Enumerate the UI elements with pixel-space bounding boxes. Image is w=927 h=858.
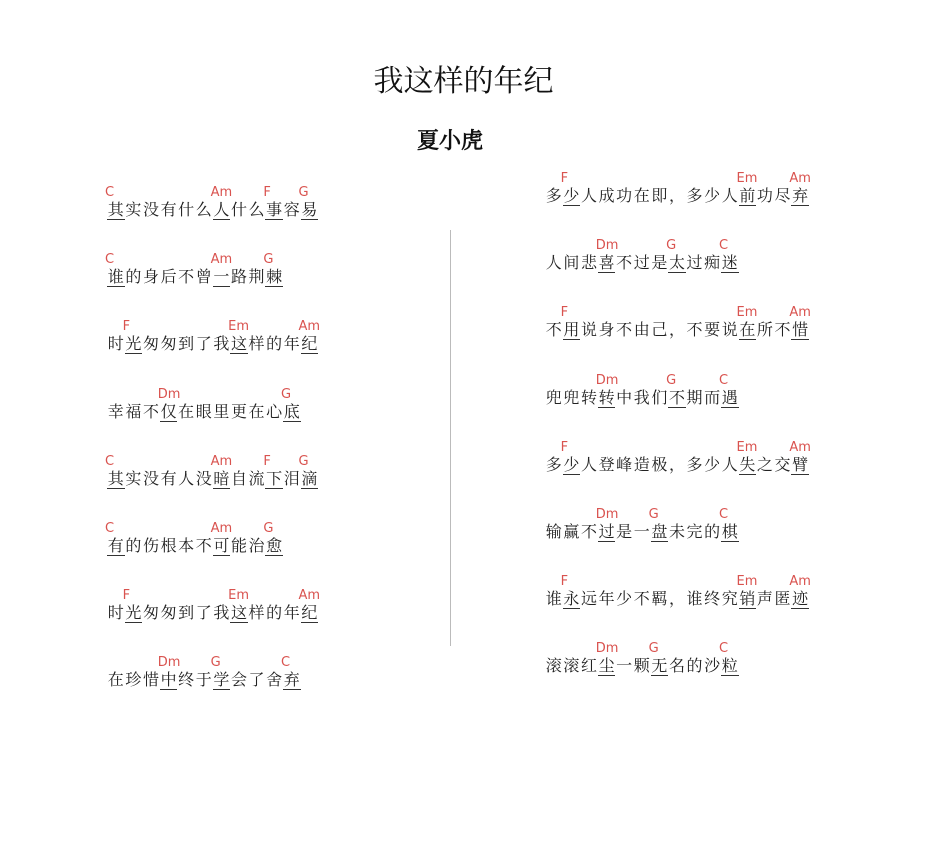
lyric-char: 交 bbox=[774, 454, 791, 474]
chord-label: G bbox=[298, 185, 309, 200]
lyric-char: 年 bbox=[598, 589, 615, 609]
lyric-char: 的 bbox=[125, 267, 142, 287]
lyric-char: 不 bbox=[545, 320, 562, 340]
lyric-char: 中 Dm bbox=[157, 655, 181, 690]
lyric-line bbox=[107, 516, 437, 556]
lyric-char: 珍 bbox=[125, 670, 142, 690]
lyric-text bbox=[545, 574, 811, 609]
lyric-char: 眼 bbox=[195, 401, 212, 421]
lyric-char: 泪 bbox=[283, 468, 300, 488]
chord-label: F bbox=[263, 185, 271, 200]
chord-label: F bbox=[122, 588, 131, 604]
lyric-char: 的 bbox=[266, 603, 283, 623]
lyric-char: 多 bbox=[686, 454, 703, 474]
lyric-char: 愈 G bbox=[263, 521, 283, 555]
lyric-char: 有 bbox=[160, 200, 177, 219]
lyric-char: 什 bbox=[230, 200, 247, 219]
chord-label: G bbox=[648, 507, 659, 522]
lyric-char: 于 bbox=[195, 670, 212, 690]
chord-label: F bbox=[122, 319, 131, 335]
lyric-char: 而 bbox=[704, 387, 721, 407]
lyric-char: 尽 bbox=[774, 186, 791, 205]
lyric-char: 完 bbox=[686, 522, 703, 541]
lyric-text bbox=[545, 171, 811, 206]
lyric-char: 在 bbox=[248, 401, 265, 421]
lyric-line bbox=[107, 382, 437, 422]
lyric-char: 人 Am bbox=[210, 185, 233, 219]
lyric-char: 没 bbox=[142, 200, 159, 219]
chord-label: G bbox=[648, 641, 659, 657]
lyric-char: 的 bbox=[125, 536, 142, 555]
lyric-line bbox=[545, 435, 875, 475]
lyric-text bbox=[105, 185, 318, 220]
lyric-char: 不 bbox=[142, 401, 159, 421]
lyric-text bbox=[107, 588, 321, 623]
chord-label: Em bbox=[228, 319, 250, 335]
lyric-char: 多 bbox=[545, 186, 562, 205]
lyric-char: ， bbox=[668, 454, 685, 474]
lyric-char: 造 bbox=[633, 454, 650, 474]
lyric-char: 么 bbox=[248, 200, 265, 219]
lyric-char: 羁 bbox=[651, 589, 668, 609]
chord-label: G bbox=[280, 386, 292, 402]
lyric-line bbox=[545, 502, 875, 542]
lyric-char: 过 Dm bbox=[595, 507, 619, 541]
chord-label: F bbox=[560, 439, 569, 455]
lyric-char: 事 F bbox=[263, 185, 283, 219]
lyric-line bbox=[107, 449, 437, 489]
lyric-char: 少 F bbox=[560, 171, 580, 205]
chord-label: Em bbox=[736, 305, 758, 321]
lyric-char: 在 bbox=[107, 670, 124, 690]
lyric-char: 到 bbox=[178, 334, 195, 354]
column-divider bbox=[450, 230, 451, 646]
chord-label: C bbox=[105, 521, 115, 536]
lyric-char: 功 bbox=[616, 186, 633, 205]
lyric-char: 可 Am bbox=[210, 521, 233, 555]
lyric-char: 自 bbox=[230, 468, 247, 488]
chord-label: C bbox=[105, 453, 115, 469]
lyric-char: 心 bbox=[266, 401, 283, 421]
lyric-text bbox=[545, 305, 811, 340]
lyric-char: ， bbox=[668, 186, 685, 205]
lyric-char: 悲 bbox=[580, 253, 597, 273]
chord-label: F bbox=[560, 305, 569, 321]
lyric-char: 喜 Dm bbox=[595, 238, 619, 273]
chord-label: Dm bbox=[595, 238, 619, 254]
lyric-char: 们 bbox=[651, 387, 668, 407]
lyric-char: 谁 bbox=[545, 589, 562, 609]
lyric-char: 不 bbox=[195, 536, 212, 555]
lyric-text bbox=[545, 641, 739, 676]
lyric-char: 转 Dm bbox=[595, 372, 619, 407]
lyric-char: 幸 bbox=[107, 401, 124, 421]
lyric-char: 所 bbox=[756, 320, 773, 340]
chord-label: F bbox=[560, 171, 569, 186]
lyric-line bbox=[107, 314, 437, 354]
chord-label: F bbox=[263, 453, 271, 469]
lyric-char: 迹 Am bbox=[789, 574, 811, 609]
lyric-line bbox=[545, 233, 875, 273]
lyric-char: 成 bbox=[598, 186, 615, 205]
lyric-char: 过 bbox=[633, 253, 650, 273]
lyric-char: 我 bbox=[213, 334, 230, 354]
lyric-char: 样 bbox=[248, 334, 265, 354]
lyric-char: 更 bbox=[230, 401, 247, 421]
lyric-char: 什 bbox=[178, 200, 195, 219]
lyric-char: 多 bbox=[545, 454, 562, 474]
chord-label: G bbox=[298, 453, 309, 469]
lyric-text bbox=[107, 319, 321, 354]
song-artist: 夏小虎 bbox=[416, 129, 483, 154]
lyric-char: 功 bbox=[756, 186, 773, 205]
lyric-char: 要 bbox=[704, 320, 721, 340]
chord-label: Em bbox=[736, 574, 758, 590]
lyric-char: 我 bbox=[633, 387, 650, 407]
lyric-char: 滴 G bbox=[298, 453, 318, 488]
lyric-char: 纪 Am bbox=[298, 588, 321, 623]
chord-label: G bbox=[210, 655, 221, 671]
lyric-char: 年 bbox=[283, 334, 300, 354]
lyric-char: 失 Em bbox=[736, 439, 758, 474]
lyric-line bbox=[107, 583, 437, 623]
lyric-char: 在 bbox=[633, 186, 650, 205]
lyric-char: 有 bbox=[160, 468, 177, 488]
chord-label: Am bbox=[789, 305, 811, 321]
lyric-char: 的 bbox=[704, 522, 721, 541]
lyric-char: 即 bbox=[651, 186, 668, 205]
lyric-char: 谁 C bbox=[105, 252, 124, 287]
chord-label: G bbox=[666, 238, 677, 254]
lyric-line bbox=[545, 636, 875, 676]
chord-label: C bbox=[280, 655, 291, 671]
lyric-char: 里 bbox=[213, 401, 230, 421]
chord-label: Am bbox=[298, 319, 321, 335]
lyric-char: 永 F bbox=[560, 574, 580, 609]
lyric-char: 不 bbox=[633, 589, 650, 609]
lyric-char: 转 bbox=[580, 387, 597, 407]
lyric-char: 颗 bbox=[633, 656, 650, 676]
chord-label: Am bbox=[789, 574, 811, 590]
lyric-char: 这 Em bbox=[228, 319, 250, 354]
lyric-char: 少 bbox=[616, 589, 633, 609]
lyric-char: 曾 bbox=[195, 267, 212, 287]
lyric-char: 惜 Am bbox=[789, 305, 811, 340]
lyric-char: 能 bbox=[230, 536, 247, 555]
lyric-text bbox=[545, 439, 811, 475]
lyric-char: 极 bbox=[651, 454, 668, 474]
lyric-char: 匆 bbox=[142, 603, 159, 623]
lyric-char: 人 bbox=[580, 454, 597, 474]
lyric-char: 时 bbox=[107, 334, 124, 354]
chord-label: Am bbox=[210, 521, 233, 536]
lyric-line bbox=[545, 300, 875, 340]
lyric-char: ， bbox=[668, 320, 685, 340]
lyric-char: 痴 bbox=[704, 253, 721, 273]
lyric-char: 中 bbox=[616, 387, 633, 407]
lyric-char: 人 bbox=[721, 186, 738, 205]
chord-label: Dm bbox=[595, 507, 619, 522]
lyric-char: 名 bbox=[668, 656, 685, 676]
chord-label: F bbox=[560, 574, 569, 590]
lyric-line bbox=[545, 166, 875, 206]
lyric-char: 实 bbox=[125, 200, 142, 219]
lyric-char: 在 Em bbox=[736, 305, 758, 340]
lyric-char: 没 bbox=[195, 468, 212, 488]
lyric-line bbox=[545, 569, 875, 609]
lyric-line bbox=[545, 368, 875, 408]
lyric-char: 过 bbox=[686, 253, 703, 273]
lyric-char: 这 Em bbox=[228, 588, 250, 623]
lyric-char: 沙 bbox=[704, 656, 721, 676]
lyric-char: 其 C bbox=[105, 453, 124, 488]
lyric-char: 底 G bbox=[280, 386, 300, 421]
lyric-char: 年 bbox=[283, 603, 300, 623]
chord-label: Em bbox=[736, 171, 758, 186]
lyric-char: 人 bbox=[580, 186, 597, 205]
lyric-char: 没 bbox=[142, 468, 159, 488]
chord-label: C bbox=[718, 238, 729, 254]
chord-label: C bbox=[718, 641, 729, 657]
lyric-char: 舍 bbox=[266, 670, 283, 690]
lyric-text bbox=[105, 252, 283, 287]
lyric-char: 滚 bbox=[563, 656, 580, 676]
lyric-char: 光 F bbox=[122, 319, 142, 354]
lyric-char: 其 C bbox=[105, 185, 124, 219]
lyric-char: 赢 bbox=[563, 522, 580, 541]
lyric-char: 迷 C bbox=[718, 238, 738, 273]
lyric-char: 销 Em bbox=[736, 574, 758, 609]
lyric-char: 不 bbox=[774, 320, 791, 340]
lyric-char: 么 bbox=[195, 200, 212, 219]
lyric-char: 人 bbox=[721, 454, 738, 474]
lyric-line bbox=[107, 180, 437, 220]
lyric-char: 多 bbox=[686, 186, 703, 205]
lyric-char: 一 Am bbox=[210, 252, 233, 287]
lyric-line bbox=[107, 650, 437, 690]
lyric-char: 少 F bbox=[560, 439, 580, 474]
chord-label: Dm bbox=[157, 655, 181, 671]
lyric-char: 暗 Am bbox=[210, 453, 233, 488]
lyric-line bbox=[107, 247, 437, 287]
lyric-char: 无 G bbox=[648, 641, 668, 676]
lyric-char: 未 bbox=[668, 522, 685, 541]
chord-label: Am bbox=[789, 171, 811, 186]
lyric-char: 匿 bbox=[774, 589, 791, 609]
lyric-char: 红 bbox=[580, 656, 597, 676]
lyric-char: 不 bbox=[178, 267, 195, 287]
lyric-char: 治 bbox=[248, 536, 265, 555]
chord-label: Am bbox=[789, 439, 811, 455]
lyric-char: 棘 G bbox=[263, 252, 283, 287]
lyric-char: 不 bbox=[686, 320, 703, 340]
lyric-text bbox=[105, 521, 283, 556]
chord-label: Dm bbox=[595, 641, 619, 657]
lyric-char: 福 bbox=[125, 401, 142, 421]
chord-label: C bbox=[105, 185, 115, 200]
lyric-char: 身 bbox=[142, 267, 159, 287]
lyric-char: 光 F bbox=[122, 588, 142, 623]
lyric-char: 时 bbox=[107, 603, 124, 623]
chord-label: Em bbox=[228, 588, 250, 604]
lyric-char: 惜 bbox=[142, 670, 159, 690]
lyric-char: 之 bbox=[756, 454, 773, 474]
lyric-text bbox=[545, 238, 739, 273]
lyric-char: 声 bbox=[756, 589, 773, 609]
lyric-char: 己 bbox=[651, 320, 668, 340]
lyric-char: 棋 C bbox=[718, 507, 738, 541]
song-title: 我这样的年纪 bbox=[373, 64, 554, 99]
chord-label: Am bbox=[210, 252, 233, 268]
lyric-char: 兜 bbox=[545, 387, 562, 407]
chord-label: G bbox=[263, 252, 274, 268]
chord-label: Dm bbox=[595, 372, 619, 388]
lyric-char: 匆 bbox=[160, 603, 177, 623]
lyric-char: 有 C bbox=[105, 521, 124, 555]
lyric-char: 不 bbox=[616, 253, 633, 273]
lyric-char: 的 bbox=[266, 334, 283, 354]
lyric-text bbox=[107, 655, 301, 690]
lyric-char: 仅 Dm bbox=[157, 386, 181, 421]
lyric-char: 一 bbox=[633, 522, 650, 541]
lyric-text bbox=[105, 453, 318, 489]
lyric-char: 在 bbox=[178, 401, 195, 421]
lyric-char: 学 G bbox=[210, 655, 230, 690]
lyric-char: 了 bbox=[195, 334, 212, 354]
lyric-char: 是 bbox=[651, 253, 668, 273]
chord-label: C bbox=[718, 507, 729, 522]
lyric-char: 粒 C bbox=[718, 641, 738, 676]
chord-label: Am bbox=[210, 185, 233, 200]
lyric-char: 尘 Dm bbox=[595, 641, 619, 676]
lyric-char: 臂 Am bbox=[789, 439, 811, 474]
lyric-char: 根 bbox=[160, 536, 177, 555]
lyric-char: 会 bbox=[230, 670, 247, 690]
chord-label: C bbox=[105, 252, 115, 268]
lyric-char: 前 Em bbox=[736, 171, 758, 205]
chord-label: Am bbox=[210, 453, 233, 469]
lyric-char: 容 bbox=[283, 200, 300, 219]
lyric-char: 身 bbox=[598, 320, 615, 340]
chord-label: Am bbox=[298, 588, 321, 604]
lyric-char: 终 bbox=[178, 670, 195, 690]
lyric-char: ， bbox=[668, 589, 685, 609]
lyric-char: 人 bbox=[545, 253, 562, 273]
lyric-char: 终 bbox=[704, 589, 721, 609]
lyric-char: 荆 bbox=[248, 267, 265, 287]
lyric-text bbox=[545, 507, 739, 542]
lyric-char: 期 bbox=[686, 387, 703, 407]
lyric-char: 本 bbox=[178, 536, 195, 555]
lyric-char: 滚 bbox=[545, 656, 562, 676]
lyric-char: 登 bbox=[598, 454, 615, 474]
chord-label: Dm bbox=[157, 386, 181, 402]
lyric-char: 路 bbox=[230, 267, 247, 287]
lyric-char: 说 bbox=[721, 320, 738, 340]
lyric-char: 兜 bbox=[563, 387, 580, 407]
chord-label: G bbox=[666, 372, 677, 388]
lyric-char: 下 F bbox=[263, 453, 283, 488]
lyric-char: 流 bbox=[248, 468, 265, 488]
lyric-char: 易 G bbox=[298, 185, 318, 219]
lyric-char: 远 bbox=[580, 589, 597, 609]
lyric-char: 间 bbox=[563, 253, 580, 273]
lyric-char: 是 bbox=[616, 522, 633, 541]
lyric-text bbox=[545, 372, 739, 408]
lyric-char: 我 bbox=[213, 603, 230, 623]
lyric-char: 不 bbox=[580, 522, 597, 541]
lyric-char: 输 bbox=[545, 522, 562, 541]
lyric-char: 盘 G bbox=[648, 507, 668, 541]
chord-label: C bbox=[718, 372, 729, 388]
lyric-char: 匆 bbox=[142, 334, 159, 354]
lyric-char: 说 bbox=[580, 320, 597, 340]
lyric-char: 伤 bbox=[142, 536, 159, 555]
lyric-char: 到 bbox=[178, 603, 195, 623]
lyric-char: 不 bbox=[616, 320, 633, 340]
lyric-char: 匆 bbox=[160, 334, 177, 354]
lyric-char: 少 bbox=[704, 186, 721, 205]
lyric-char: 少 bbox=[704, 454, 721, 474]
lyric-char: 谁 bbox=[686, 589, 703, 609]
lyric-char: 后 bbox=[160, 267, 177, 287]
lyric-char: 实 bbox=[125, 468, 142, 488]
lyric-char: 遇 C bbox=[718, 372, 738, 407]
lyric-char: 人 bbox=[178, 468, 195, 488]
lyric-char: 峰 bbox=[616, 454, 633, 474]
lyric-char: 了 bbox=[195, 603, 212, 623]
lyric-char: 的 bbox=[686, 656, 703, 676]
lyric-char: 用 F bbox=[560, 305, 580, 340]
lyric-text bbox=[107, 386, 301, 422]
lyric-char: 究 bbox=[721, 589, 738, 609]
lyric-char: 一 bbox=[616, 656, 633, 676]
lyric-char: 纪 Am bbox=[298, 319, 321, 354]
chord-label: Em bbox=[736, 439, 758, 455]
lyric-char: 样 bbox=[248, 603, 265, 623]
lyric-char: 弃 Am bbox=[789, 171, 811, 205]
chord-label: G bbox=[263, 521, 274, 536]
lyric-char: 不 G bbox=[666, 372, 685, 407]
lyric-char: 弃 C bbox=[280, 655, 300, 690]
lyric-char: 由 bbox=[633, 320, 650, 340]
lyric-char: 太 G bbox=[666, 238, 685, 273]
lyric-char: 了 bbox=[248, 670, 265, 690]
